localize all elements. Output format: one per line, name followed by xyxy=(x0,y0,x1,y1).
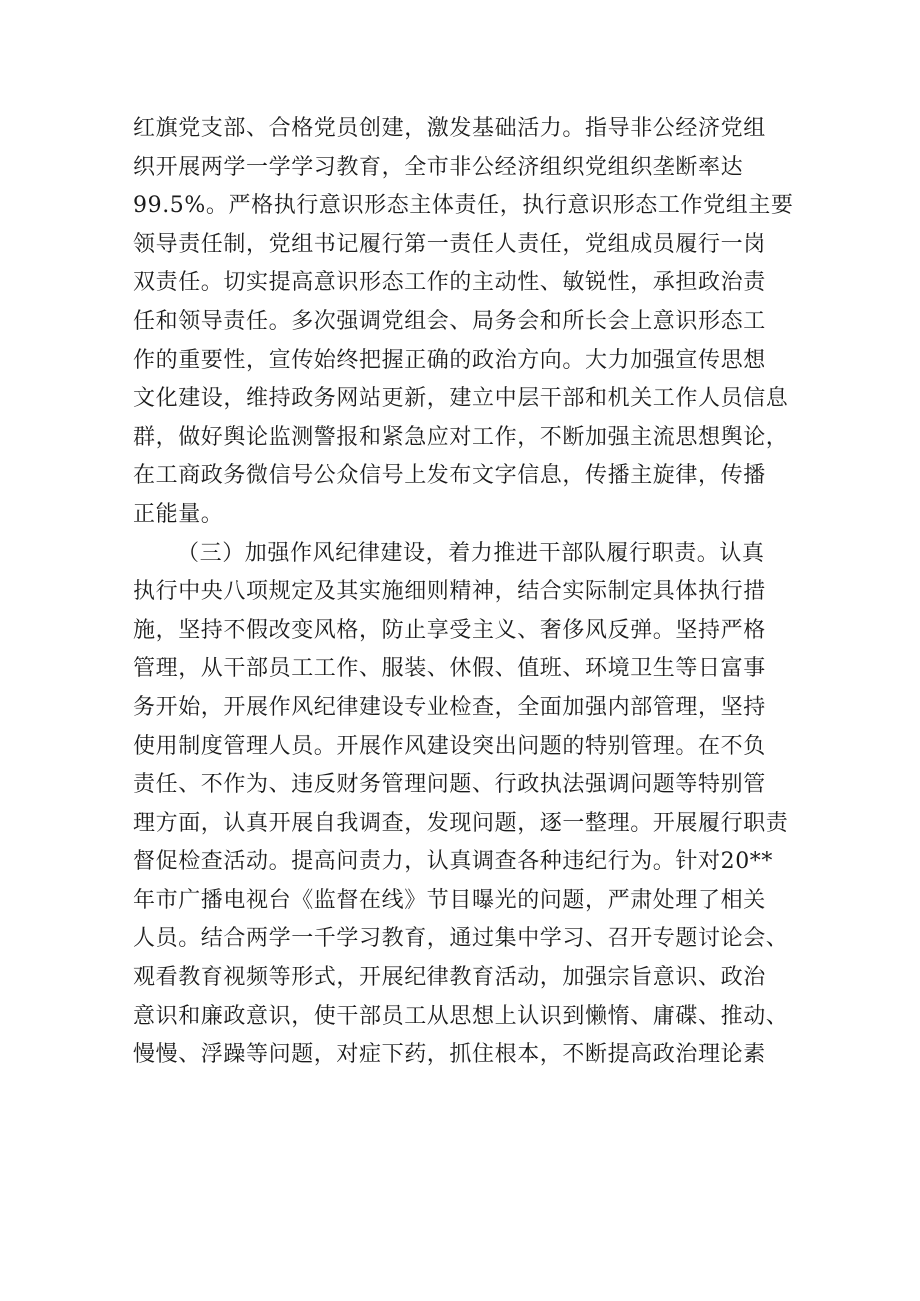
text-line: 使用制度管理人员。开展作风建设突出问题的特别管理。在不负 xyxy=(133,733,766,759)
text-line: 红旗党支部、合格党员创建，激发基础活力。指导非公经济党组 xyxy=(133,116,766,141)
text-line: 正能量。 xyxy=(133,501,224,527)
document-body xyxy=(133,110,793,1075)
text-line: 理方面，认真开展自我调查，发现问题，逐一整理。开展履行职责 xyxy=(133,810,789,836)
text-line: 双责任。切实提高意识形态工作的主动性、敏锐性，承担政治责 xyxy=(133,270,766,296)
text-line: 织开展两学一学学习教育，全市非公经济组织党组织垄断率达 xyxy=(133,154,744,180)
text-line: 观看教育视频等形式，开展纪律教育活动，加强宗旨意识、政治 xyxy=(133,965,766,991)
text-line: 年市广播电视台《监督在线》节目曝光的问题，严肃处理了相关 xyxy=(133,887,766,913)
text-line: 人员。结合两学一千学习教育，通过集中学习、召开专题讨论会、 xyxy=(133,926,789,952)
text-line: 执行中央八项规定及其实施细则精神，结合实际制定具体执行措 xyxy=(133,579,766,605)
text-line: 管理，从干部员工工作、服装、休假、值班、环境卫生等日富事 xyxy=(133,656,766,682)
text-line: 责任、不作为、违反财务管理问题、行政执法强调问题等特别管 xyxy=(133,772,766,798)
text-line: 施，坚持不假改变风格，防止享受主义、奢侈风反弹。坚持严格 xyxy=(133,617,766,643)
text-line: 在工商政务微信号公众信号上发布文字信息，传播主旋律，传播 xyxy=(133,463,766,489)
text-line: 群，做好舆论监测警报和紧急应对工作，不断加强主流思想舆论， xyxy=(133,424,789,450)
text-line: 99.5%。严格执行意识形态主体责任，执行意识形态工作党组主要 xyxy=(133,193,794,219)
text-line: 任和领导责任。多次强调党组会、局务会和所长会上意识形态工 xyxy=(133,308,766,334)
text-line: 文化建设，维持政务网站更新，建立中层干部和机关工作人员信息 xyxy=(133,386,789,412)
text-line: 意识和廉政意识，使干部员工从思想上认识到懒惰、庸碟、推动、 xyxy=(133,1003,789,1029)
text-line: 作的重要性，宣传始终把握正确的政治方向。大力加强宣传思想 xyxy=(133,347,766,373)
text-line: 督促检查活动。提高问责力，认真调查各种违纪行为。针对20** xyxy=(133,849,773,875)
text-line: 务开始，开展作风纪律建设专业检查，全面加强内部管理，坚持 xyxy=(133,694,766,720)
text-line: 慢慢、浮躁等问题，对症下药，抓住根本，不断提高政治理论素 xyxy=(133,1042,766,1068)
text-line: 领导责任制，党组书记履行第一责任人责任，党组成员履行一岗 xyxy=(133,231,766,257)
paragraph-heading-line: （三）加强作风纪律建设，着力推进干部队履行职责。认真 xyxy=(177,540,765,566)
